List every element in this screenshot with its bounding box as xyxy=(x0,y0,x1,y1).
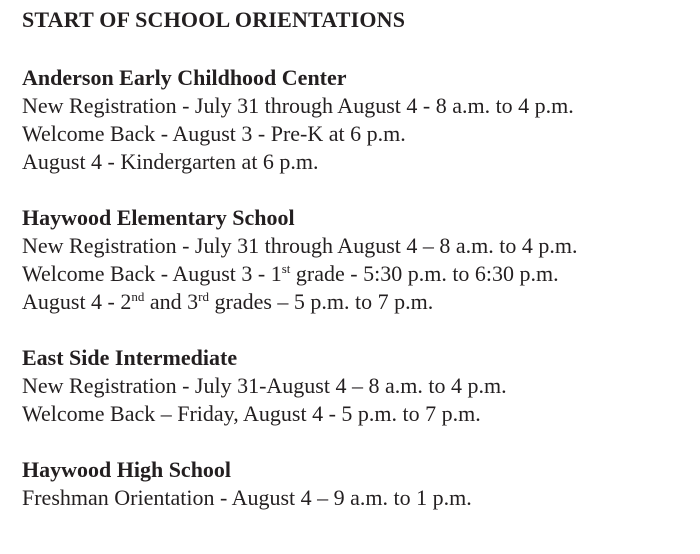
ordinal-suffix: nd xyxy=(131,289,145,304)
orientation-document xyxy=(22,6,692,540)
school-name: East Side Intermediate xyxy=(22,345,238,370)
ordinal-suffix: rd xyxy=(198,289,209,304)
schedule-text: New Registration - July 31 through August 4 – 8 a.m. to 4 p.m. xyxy=(22,233,578,258)
schedule-text: August 4 - Kindergarten at 6 p.m. xyxy=(22,149,319,174)
school-list xyxy=(22,64,692,512)
schedule-line xyxy=(22,260,692,288)
schedule-line xyxy=(22,120,692,148)
schedule-text: New Registration - July 31 through August 4 - 8 a.m. to 4 p.m. xyxy=(22,93,574,118)
schedule-text: grades – 5 p.m. to 7 p.m. xyxy=(209,289,434,314)
schedule-line xyxy=(22,400,692,428)
school-section xyxy=(22,456,692,512)
schedule-line xyxy=(22,148,692,176)
schedule-text: Freshman Orientation - August 4 – 9 a.m. to 1 p.m. xyxy=(22,485,472,510)
school-section xyxy=(22,64,692,176)
document-title: START OF SCHOOL ORIENTATIONS xyxy=(22,7,406,32)
schedule-text: Welcome Back - August 3 - Pre-K at 6 p.m. xyxy=(22,121,406,146)
schedule-line xyxy=(22,92,692,120)
school-name: Anderson Early Childhood Center xyxy=(22,65,347,90)
schedule-line xyxy=(22,288,692,316)
school-name: Haywood High School xyxy=(22,457,232,482)
schedule-line xyxy=(22,372,692,400)
schedule-text: Welcome Back – Friday, August 4 - 5 p.m. to 7 p.m. xyxy=(22,401,481,426)
school-section xyxy=(22,204,692,316)
schedule-text: grade - 5:30 p.m. to 6:30 p.m. xyxy=(290,261,559,286)
schedule-text: August 4 - 2 xyxy=(22,289,132,314)
schedule-text: and 3 xyxy=(144,289,199,314)
schedule-text: New Registration - July 31-August 4 – 8 a.m. to 4 p.m. xyxy=(22,373,507,398)
school-section xyxy=(22,344,692,428)
schedule-line xyxy=(22,232,692,260)
school-name: Haywood Elementary School xyxy=(22,205,295,230)
ordinal-suffix: st xyxy=(281,261,291,276)
schedule-line xyxy=(22,484,692,512)
schedule-text: Welcome Back - August 3 - 1 xyxy=(22,261,282,286)
